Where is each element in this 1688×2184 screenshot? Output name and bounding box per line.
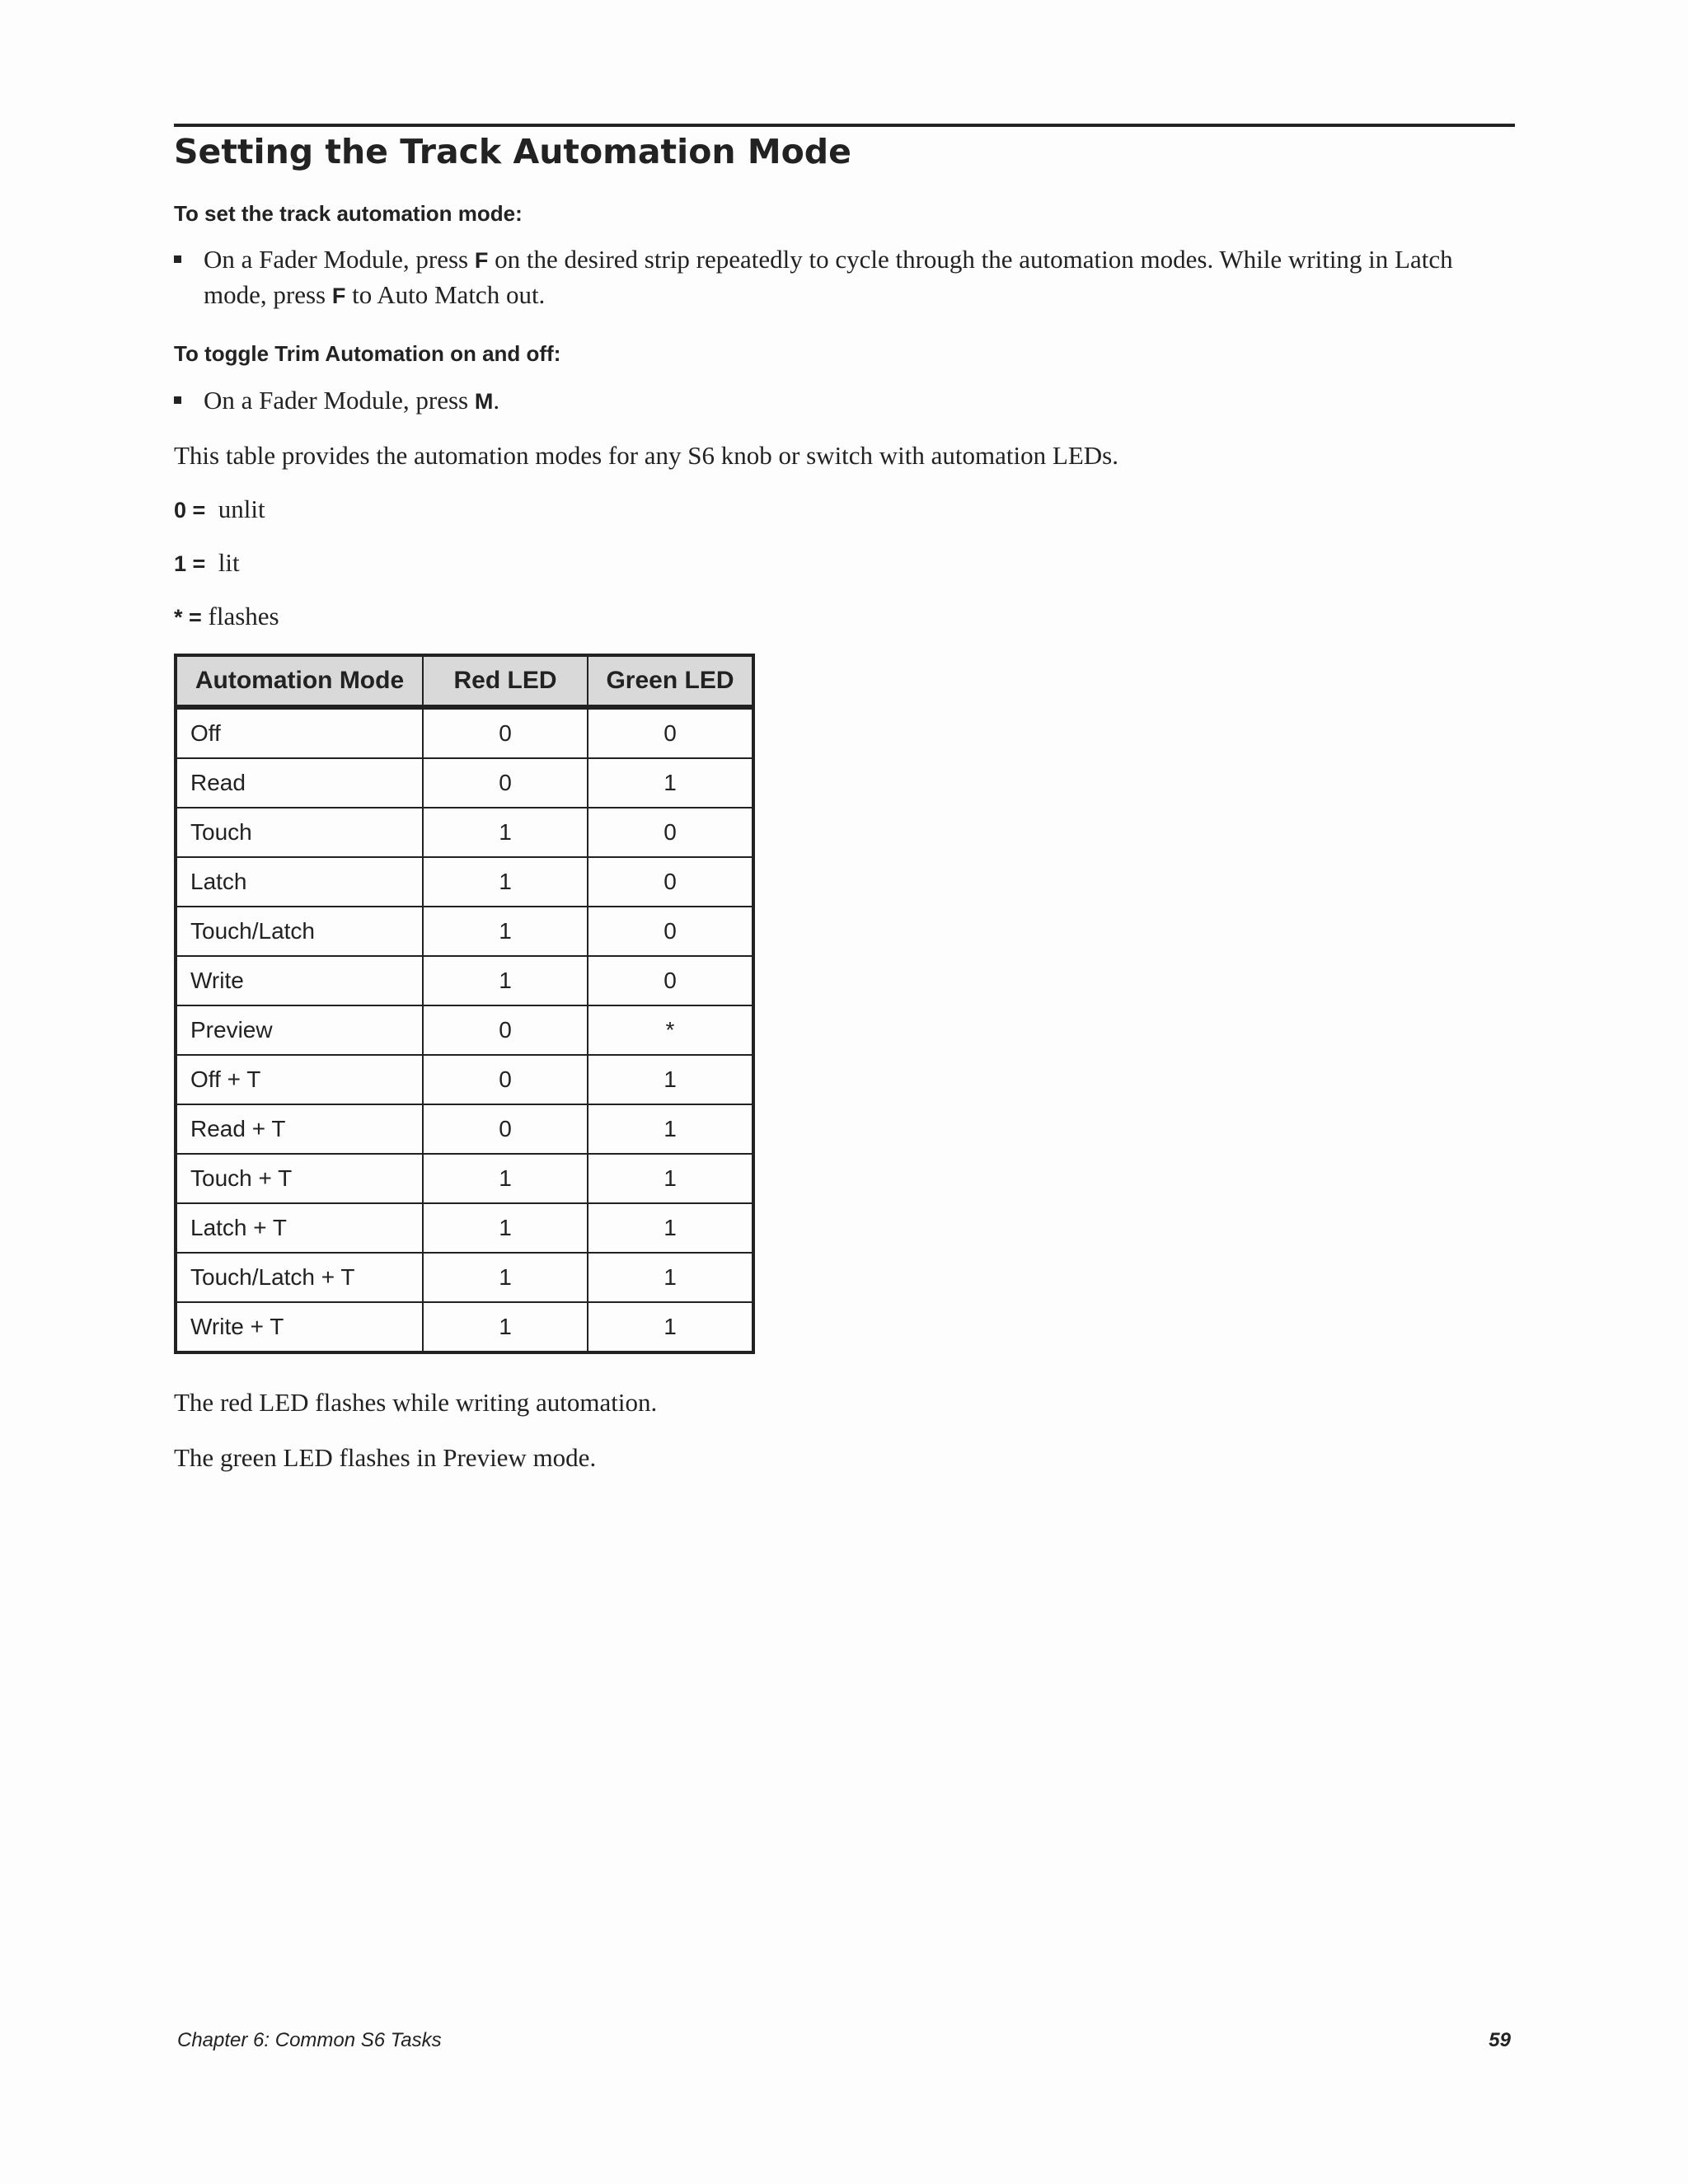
- legend-lit: [174, 546, 240, 581]
- table-row: [176, 1203, 753, 1253]
- key-m: M: [474, 389, 494, 414]
- table-row: [176, 857, 753, 907]
- bullet-text: [204, 383, 1517, 419]
- bullet-icon: [174, 396, 181, 404]
- cell-red-led: 0: [423, 707, 588, 758]
- cell-automation-mode: Off: [176, 707, 423, 758]
- cell-green-led: 1: [588, 1253, 753, 1302]
- cell-automation-mode: Latch + T: [176, 1203, 423, 1253]
- cell-red-led: 1: [423, 1253, 588, 1302]
- table-row: [176, 1005, 753, 1055]
- cell-red-led: 0: [423, 758, 588, 808]
- cell-automation-mode: Write + T: [176, 1302, 423, 1352]
- cell-red-led: 1: [423, 907, 588, 956]
- cell-red-led: 1: [423, 808, 588, 857]
- cell-green-led: 0: [588, 808, 753, 857]
- table-row: [176, 1055, 753, 1104]
- text-run: to Auto Match out.: [345, 280, 546, 309]
- procedure-heading-automation-mode: To set the track automation mode:: [174, 201, 523, 226]
- cell-red-led: 1: [423, 1302, 588, 1352]
- cell-automation-mode: Write: [176, 956, 423, 1005]
- heading-rule: [174, 124, 1515, 127]
- footer-chapter: Chapter 6: Common S6 Tasks: [177, 2029, 442, 2051]
- cell-red-led: 1: [423, 857, 588, 907]
- page-title: Setting the Track Automation Mode: [174, 132, 851, 171]
- cell-green-led: 1: [588, 1104, 753, 1154]
- legend-key: 1 =: [174, 551, 206, 576]
- column-header-mode: Automation Mode: [176, 655, 423, 707]
- table-row: [176, 907, 753, 956]
- legend-flashes: [174, 599, 279, 635]
- table-row: [176, 1154, 753, 1203]
- intro-paragraph: This table provides the automation modes for any S6 knob or switch with automation LEDs.: [174, 441, 1118, 470]
- cell-red-led: 0: [423, 1104, 588, 1154]
- table-header-row: [176, 655, 753, 707]
- column-header-green-led: Green LED: [588, 655, 753, 707]
- cell-green-led: 1: [588, 1302, 753, 1352]
- key-f: F: [474, 248, 489, 273]
- footer-page-number: 59: [1489, 2029, 1511, 2051]
- text-run: On a Fader Module, press: [204, 386, 475, 415]
- note-green-led: The green LED flashes in Preview mode.: [174, 1443, 597, 1472]
- cell-red-led: 1: [423, 956, 588, 1005]
- cell-automation-mode: Read + T: [176, 1104, 423, 1154]
- text-run: On a Fader Module, press: [204, 245, 475, 274]
- cell-green-led: 0: [588, 907, 753, 956]
- legend-unlit: [174, 492, 265, 527]
- cell-red-led: 1: [423, 1203, 588, 1253]
- cell-red-led: 1: [423, 1154, 588, 1203]
- cell-green-led: 1: [588, 1203, 753, 1253]
- note-red-led: The red LED flashes while writing automation.: [174, 1388, 658, 1417]
- automation-mode-table: [174, 654, 755, 1354]
- cell-automation-mode: Touch/Latch + T: [176, 1253, 423, 1302]
- cell-green-led: 1: [588, 758, 753, 808]
- text-run: .: [493, 386, 500, 415]
- text-run: on the desired strip repeatedly to cycle through the automation modes. While writing in Latch mode, press: [204, 245, 1453, 309]
- cell-automation-mode: Off + T: [176, 1055, 423, 1104]
- table-body: [176, 707, 753, 1352]
- legend-value: flashes: [208, 602, 279, 630]
- cell-green-led: 0: [588, 707, 753, 758]
- table-row: [176, 1253, 753, 1302]
- procedure-heading-trim: To toggle Trim Automation on and off:: [174, 341, 561, 366]
- cell-red-led: 0: [423, 1005, 588, 1055]
- cell-green-led: 0: [588, 857, 753, 907]
- table-row: [176, 758, 753, 808]
- cell-green-led: 1: [588, 1055, 753, 1104]
- legend-value: unlit: [218, 494, 265, 523]
- table-row: [176, 808, 753, 857]
- legend-value: lit: [218, 548, 240, 577]
- cell-red-led: 0: [423, 1055, 588, 1104]
- cell-automation-mode: Touch/Latch: [176, 907, 423, 956]
- table-row: [176, 1104, 753, 1154]
- column-header-red-led: Red LED: [423, 655, 588, 707]
- legend-key: * =: [174, 605, 202, 630]
- table-row: [176, 956, 753, 1005]
- table-row: [176, 707, 753, 758]
- bullet-item-trim: [174, 383, 1517, 419]
- bullet-icon: [174, 255, 181, 263]
- cell-automation-mode: Touch + T: [176, 1154, 423, 1203]
- table-row: [176, 1302, 753, 1352]
- key-f: F: [331, 284, 346, 308]
- cell-green-led: *: [588, 1005, 753, 1055]
- cell-green-led: 0: [588, 956, 753, 1005]
- legend-key: 0 =: [174, 498, 206, 523]
- cell-automation-mode: Touch: [176, 808, 423, 857]
- cell-green-led: 1: [588, 1154, 753, 1203]
- bullet-item-set-mode: [174, 242, 1517, 313]
- cell-automation-mode: Latch: [176, 857, 423, 907]
- cell-automation-mode: Read: [176, 758, 423, 808]
- bullet-text: [204, 242, 1517, 313]
- cell-automation-mode: Preview: [176, 1005, 423, 1055]
